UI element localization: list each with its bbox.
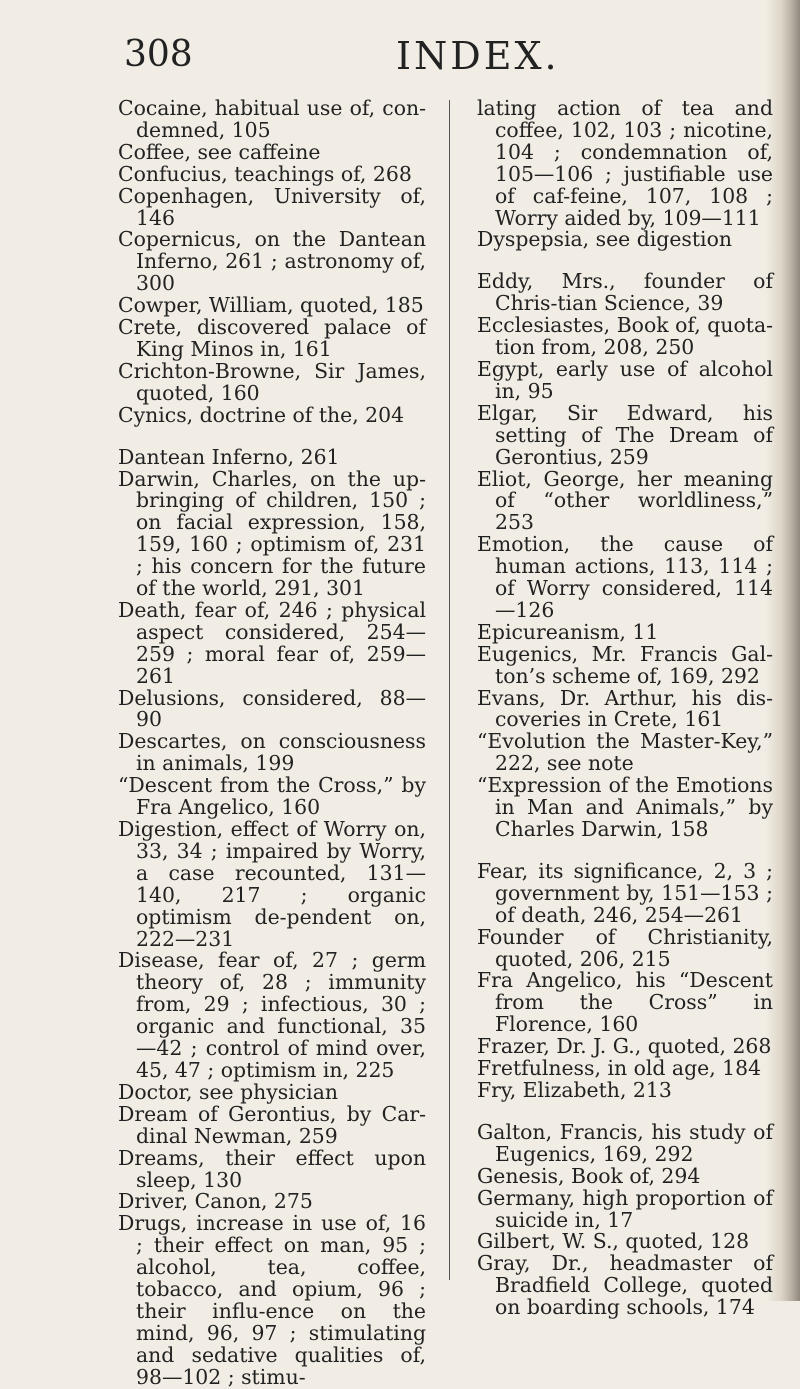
index-entry: Confucius, teachings of, 268 (118, 161, 412, 186)
index-entry: Drugs, increase in use of, 16 ; their effect on man, 95 ; alcohol, tea, coffee, tobacco, and opium, 96 ; their influ-ence on the mind, 96, 97 ; stimulating and sedative qualities of, 98—102 ; stimu- (118, 1211, 426, 1389)
index-entry: Death, fear of, 246 ; physical aspect considered, 254—259 ; moral fear of, 259—261 (118, 597, 426, 688)
letter-section-gap (118, 427, 426, 447)
letter-section-gap (477, 1102, 773, 1122)
index-entry: Crichton-Browne, Sir James, quoted, 160 (118, 358, 426, 405)
index-entry: Delusions, considered, 88—90 (118, 685, 426, 732)
index-entry: Fretfulness, in old age, 184 (477, 1056, 762, 1081)
index-entry: Gray, Dr., headmaster of Bradfield College, quoted on boarding schools, 174 (477, 1251, 773, 1320)
letter-section-gap (477, 251, 773, 271)
index-entry: Darwin, Charles, on the up-bringing of children, 150 ; on facial expression, 158, 159, 160 ; optimism of, 231 ; his concern for the future of the world, 291, 301 (118, 466, 426, 601)
index-entry: Fra Angelico, his “Descent from the Cross” in Florence, 160 (477, 968, 773, 1037)
index-entry: Cocaine, habitual use of, con-demned, 105 (118, 96, 426, 142)
index-entry: Dreams, their effect upon sleep, 130 (118, 1145, 426, 1192)
index-entry: Fear, its significance, 2, 3 ; government by, 151—153 ; of death, 246, 254—261 (477, 858, 773, 927)
index-entry: Evans, Dr. Arthur, his dis-coveries in Crete, 161 (477, 685, 773, 732)
running-title: INDEX. (396, 34, 560, 78)
page-number: 308 (124, 34, 193, 75)
index-entry: Copenhagen, University of, 146 (118, 183, 426, 230)
index-entry: Coffee, see caffeine (118, 139, 321, 164)
index-entry: Dream of Gerontius, by Car-dinal Newman, 259 (118, 1101, 426, 1148)
index-entry: Disease, fear of, 27 ; germ theory of, 28 ; immunity from, 29 ; infectious, 30 ; organic and functional, 35—42 ; control of mind over, 45, 47 ; optimism in, 225 (118, 948, 426, 1082)
index-entry: Gilbert, W. S., quoted, 128 (477, 1229, 750, 1254)
index-entry: Founder of Christianity, quoted, 206, 215 (477, 924, 773, 971)
index-entry: Eliot, George, her meaning of “other worldliness,” 253 (477, 466, 773, 535)
index-entry: “Expression of the Emotions in Man and Animals,” by Charles Darwin, 158 (477, 773, 773, 841)
index-entry: Germany, high proportion of suicide in, 17 (477, 1185, 773, 1232)
index-entry: “Descent from the Cross,” by Fra Angelico, 160 (118, 773, 426, 820)
index-column-right (477, 98, 773, 1319)
index-entry: “Evolution the Master-Key,” 222, see note (477, 729, 773, 776)
column-divider (449, 100, 450, 1280)
index-entry: Genesis, Book of, 294 (477, 1163, 701, 1188)
index-entry: Fry, Elizabeth, 213 (477, 1077, 672, 1102)
index-entry: lating action of tea and coffee, 102, 103 ; nicotine, 104 ; condemnation of, 105—106 ; justifiable use of caf-feine, 107, 108 ; Worry aided by, 109—111 (477, 96, 773, 230)
page-header (124, 34, 684, 82)
index-entry: Cynics, doctrine of the, 204 (118, 402, 405, 427)
index-entry: Cowper, William, quoted, 185 (118, 293, 424, 318)
index-entry: Driver, Canon, 275 (118, 1189, 313, 1214)
index-entry: Dyspepsia, see digestion (477, 227, 732, 252)
index-entry: Eddy, Mrs., founder of Chris-tian Science, 39 (477, 269, 773, 316)
index-entry: Emotion, the cause of human actions, 113, 114 ; of Worry considered, 114—126 (477, 532, 773, 622)
index-entry: Dantean Inferno, 261 (118, 444, 340, 469)
index-entry: Ecclesiastes, Book of, quota-tion from, 208, 250 (477, 313, 773, 360)
index-entry: Digestion, effect of Worry on, 33, 34 ; impaired by Worry, a case recounted, 131—140, 217 ; organic optimism de-pendent on, 222—231 (118, 817, 426, 951)
index-entry: Copernicus, on the Dantean Inferno, 261 ; astronomy of, 300 (118, 227, 426, 296)
letter-section-gap (477, 841, 773, 861)
index-entry: Galton, Francis, his study of Eugenics, 169, 292 (477, 1119, 773, 1166)
index-column-left (118, 98, 426, 1389)
index-entry: Descartes, on consciousness in animals, 199 (118, 729, 426, 776)
index-entry: Frazer, Dr. J. G., quoted, 268 (477, 1034, 772, 1059)
index-entry: Doctor, see physician (118, 1079, 338, 1104)
index-entry: Egypt, early use of alcohol in, 95 (477, 356, 773, 403)
index-entry: Epicureanism, 11 (477, 619, 659, 644)
index-entry: Crete, discovered palace of King Minos in, 161 (118, 315, 426, 361)
index-entry: Eugenics, Mr. Francis Gal-ton’s scheme of, 169, 292 (477, 641, 773, 688)
index-entry: Elgar, Sir Edward, his setting of The Dream of Gerontius, 259 (477, 400, 773, 469)
